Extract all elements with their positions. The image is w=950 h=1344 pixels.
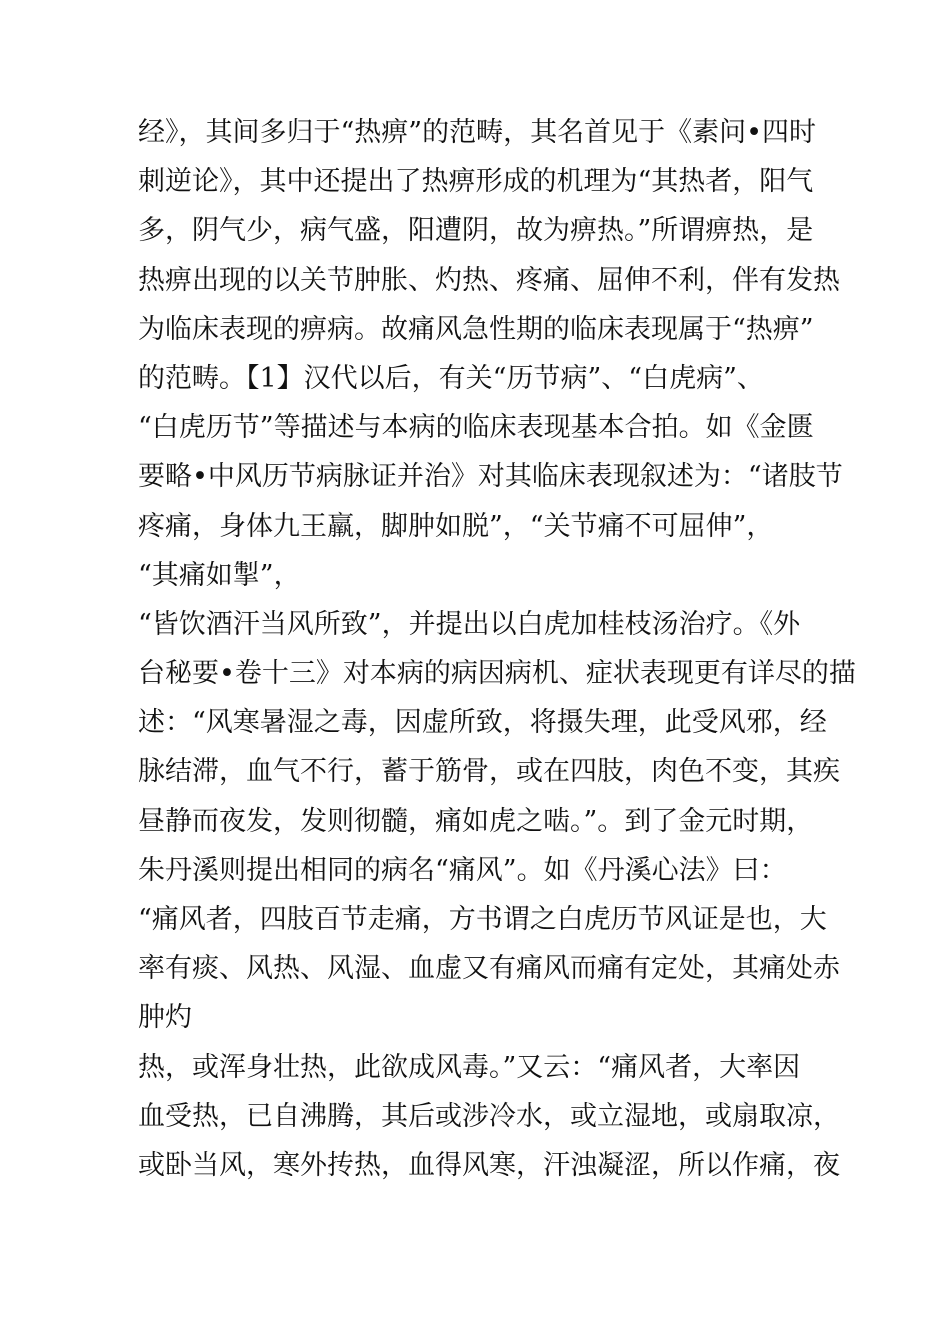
text-line-8: 要略•中风历节病脉证并治》对其临床表现叙述为：“诸肢节: [138, 461, 843, 493]
text-line-21: 血受热，已自沸腾，其后或涉冷水，或立湿地，或扇取凉，: [138, 1100, 840, 1132]
text-line-18: 率有痰、风热、风湿、血虚又有痛风而痛有定处，其痛处赤: [138, 953, 840, 985]
text-line-14: 脉结滞，血气不行，蓄于筋骨，或在四肢，肉色不变，其疾: [138, 756, 840, 788]
text-line-16: 朱丹溪则提出相同的病名“痛风”。如《丹溪心法》曰：: [138, 854, 787, 886]
text-line-12: 台秘要•卷十三》对本病的病因病机、症状表现更有详尽的描: [138, 658, 856, 690]
text-line-10: “其痛如掣”，: [138, 559, 301, 591]
text-line-15: 昼静而夜发，发则彻髓，痛如虎之啮。”。到了金元时期，: [138, 805, 814, 837]
text-line-17: “痛风者，四肢百节走痛，方书谓之白虎历节风证是也，大: [138, 904, 827, 935]
text-line-3: 多，阴气少，病气盛，阳遭阴，故为痹热。”所谓痹热，是: [138, 215, 814, 247]
text-line-20: 热，或浑身壮热，此欲成风毒。”又云：“痛风者，大率因: [138, 1051, 801, 1083]
text-line-6: 的范畴。【1】汉代以后，有关“历节病”、“白虎病”、: [138, 362, 764, 394]
text-line-4: 热痹出现的以关节肿胀、灼热、疼痛、屈伸不利，伴有发热: [138, 264, 840, 296]
text-line-13: 述：“风寒暑湿之毒，因虚所致，将摄失理，此受风邪，经: [138, 707, 827, 739]
text-line-22: 或卧当风，寒外抟热，血得风寒，汗浊凝涩，所以作痛，夜: [138, 1149, 840, 1181]
text-line-2: 刺逆论》，其中还提出了热痹形成的机理为“其热者，阳气: [138, 166, 814, 198]
body-text: [138, 108, 856, 1190]
text-line-19: 肿灼: [138, 1002, 192, 1034]
text-line-11: “皆饮酒汗当风所致”，并提出以白虎加桂枝汤治疗。《外: [138, 608, 801, 640]
text-line-7: “白虎历节”等描述与本病的临床表现基本合拍。如《金匮: [138, 412, 814, 444]
text-line-1: 经》，其间多归于“热痹”的范畴，其名首见于《素问•四时: [138, 117, 817, 148]
text-line-5: 为临床表现的痹病。故痛风急性期的临床表现属于“热痹”: [138, 313, 814, 345]
text-line-9: 疼痛，身体九王羸，脚肿如脱”，“关节痛不可屈伸”，: [138, 510, 774, 542]
